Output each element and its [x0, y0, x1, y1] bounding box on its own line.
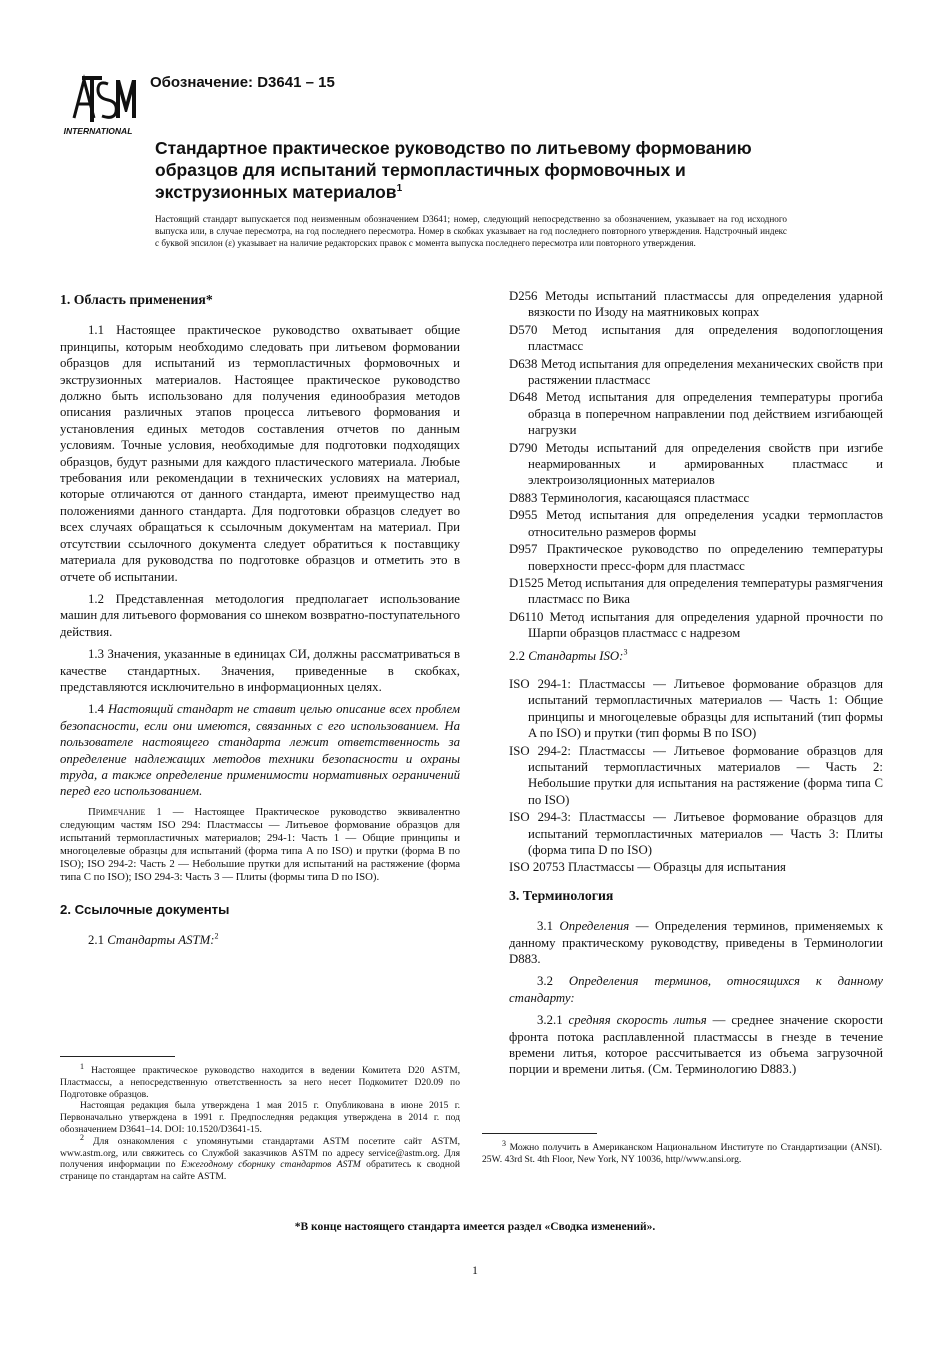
right-footnotes [482, 1133, 882, 1166]
astm-reference-item: D648 Метод испытания для определения температуры прогиба образца в поперечном направлении под действием изгибающей нагрузки [509, 390, 883, 438]
note-1-text: — Настоящее Практическое руководство эквивалентно следующим частям ISO 294: Пластмассы — Литьевое формование образцов для испытаний термопластичных материалов; 294-1: Часть 1 — Общие принципы и многоцелевые образцы для испытаний (форма типа A по ISO) и прутки (форма B по ISO); ISO 294-2: Часть 2 — Небольшие прутки для испытаний на растяжение (форма типа C по ISO); ISO 294-3: Часть 3 — Плиты (формы типа D по ISO). [60, 805, 460, 883]
footnote-1 [60, 1061, 460, 1100]
note-1 [60, 806, 460, 884]
paragraph-3-1-text: — Определения терминов, применяемых к данному практическому руководству, приведены в Терминологии D883. [509, 919, 883, 967]
paragraph-3-1-number: 3.1 [537, 919, 553, 934]
astm-reference-item: D638 Метод испытания для определения механических свойств при растяжении пластмасс [509, 356, 883, 388]
paragraph-3-2 [509, 973, 883, 1006]
right-column [509, 288, 883, 1084]
astm-reference-item: D570 Метод испытания для определения водопоглощения пластмасс [509, 322, 883, 354]
astm-logo [60, 72, 138, 142]
footnote-rule [482, 1133, 597, 1134]
astm-reference-item: D957 Практическое руководство по определению температуры поверхности пресс-форм для пластмасс [509, 542, 883, 573]
footnote-3-text: Можно получить в Американском Национальном Институте по Стандартизации (ANSI). 25W. 43rd St. 4th Floor, New York, NY 10036, http//www.ansi.org. [482, 1142, 882, 1165]
astm-reference-item: D790 Методы испытаний для определения свойств при изгибе неармированных и армированных пластмасс и электроизоляционных материалов [509, 440, 883, 488]
footnote-2-text-italic: Ежегодному сборнику стандартов ASTM [180, 1159, 361, 1171]
footnote-rule [60, 1056, 175, 1057]
footnote-ref-2: 2 [214, 931, 219, 941]
page-number: 1 [472, 1265, 478, 1277]
section-3-heading: 3. Терминология [509, 887, 614, 903]
paragraph-3-2-1-term: средняя скорость литья [568, 1013, 707, 1028]
paragraph-3-1-term: Определения [559, 919, 630, 934]
paragraph-2-2-text: Стандарты ISO: [528, 648, 624, 663]
footnote-1-text: Настоящее практическое руководство находится в ведении Комитета D20 ASTM, Пластмассы, а непосредственную ответственность за него несет Подкомитет D20.09 по Подготовке образцов. [60, 1065, 460, 1100]
astm-reference-item: D6110 Метод испытания для определения ударной прочности по Шарпи образцов пластмасс с надрезом [509, 609, 883, 641]
iso-reference-item: ISO 294-1: Пластмассы — Литьевое формование образцов для испытаний термопластичных материалов — Часть 1: Общие принципы и многоцелевые образцы для испытаний (тип формы A по ISO) и прутки (тип формы B по ISO) [509, 676, 883, 741]
paragraph-3-1 [509, 918, 883, 967]
paragraph-3-2-text: Определения терминов, относящихся к данному стандарту: [509, 974, 883, 1005]
paragraph-1-3: 1.3 Значения, указанные в единицах СИ, должны рассматриваться в качестве стандартных. Значения, приведенные в скобках, представляются исключительно в информационных целях. [60, 647, 460, 694]
paragraph-2-2-number: 2.2 [509, 648, 525, 663]
astm-reference-item: D1525 Метод испытания для определения температуры размягчения пластмасс по Вика [509, 575, 883, 607]
footnote-2-text-a: Для ознакомления с упомянутыми стандартами ASTM посетите сайт ASTM, www.astm.org, или свяжитесь со Службой заказчиков ASTM по адресу service@astm.org. Для получения информации по [60, 1135, 460, 1171]
paragraph-1-2: 1.2 Представленная методология предполагает использование машин для литьевого формования со шнеком возвратно-поступательного действия. [60, 591, 460, 639]
iso-reference-item: ISO 294-3: Пластмассы — Литьевое формование образцов для испытаний термопластичных материалов — Часть 3: Плиты (форма типа D по ISO) [509, 810, 883, 857]
preamble: Настоящий стандарт выпускается под неизменным обозначением D3641; номер, следующий непосредственно за обозначением, указывает на год исходного выпуска или, в случае пересмотра, на год последнего пересмотра. Номер в скобках указывает на год последнего повторного утверждения. Надстрочный индекс с буквой эпсилон (ε) указывает на наличие редакторских правок с момента выпуска последнего пересмотра или повторного утверждения. [155, 214, 787, 248]
astm-reference-item: D955 Метод испытания для определения усадки термопластов относительно размеров формы [509, 508, 883, 539]
footnote-1-edition: Настоящая редакция была утверждена 1 мая 2015 г. Опубликована в июне 2015 г. Первоначально утверждена в 1991 г. Предпоследняя редакция утверждена в 2014 г. под обозначением D3641–14. DOI: 10.1520/D3641-15. [60, 1100, 460, 1135]
footnote-2 [60, 1132, 460, 1183]
paragraph-2-2 [509, 648, 883, 664]
footnote-2-number: 2 [80, 1132, 84, 1142]
footnote-ref-3: 3 [623, 647, 628, 657]
left-column [60, 288, 460, 955]
note-1-label: Примечание 1 [88, 805, 162, 818]
logo-label: INTERNATIONAL [63, 126, 133, 136]
paragraph-1-4-number: 1.4 [88, 702, 104, 717]
astm-reference-item: D883 Терминология, касающаяся пластмасс [509, 490, 750, 505]
paragraph-2-1-number: 2.1 [88, 933, 104, 948]
summary-of-changes-note: *В конце настоящего стандарта имеется раздел «Сводка изменений». [294, 1221, 656, 1233]
footnote-1-number: 1 [80, 1061, 84, 1071]
footnote-3 [482, 1138, 882, 1166]
iso-reference-list [509, 676, 883, 876]
footnote-2-text-b: обратитесь к сводной странице по стандартам на сайте ASTM. [60, 1159, 460, 1183]
paragraph-1-4-text: Настоящий стандарт не ставит целью описание всех проблем безопасности, если они имеются, связанных с его использованием. На пользователе настоящего стандарта лежит ответственность за определение надлежащих методов техники безопасности и охраны труда, а также определение применимости нормативных ограничений перед его использованием. [60, 702, 460, 799]
title-footnote-ref: 1 [396, 183, 403, 195]
iso-reference-item: ISO 294-2: Пластмассы — Литьевое формование образцов для испытаний термопластичных материалов — Часть 2: Небольшие прутки для испытания на растяжение (форма типа C по ISO) [509, 743, 883, 807]
document-title [155, 137, 755, 203]
astm-reference-list [509, 288, 883, 642]
left-footnotes [60, 1056, 460, 1183]
section-1-heading: 1. Область применения* [60, 292, 213, 307]
paragraph-2-1-text: Стандарты ASTM: [107, 933, 215, 948]
title-text: Стандартное практическое руководство по литьевому формованию образцов для испытаний термопластичных формовочных и экструзионных материалов [155, 138, 752, 202]
paragraph-1-4 [60, 701, 460, 799]
designation: Обозначение: D3641 – 15 [150, 74, 335, 91]
paragraph-3-2-number: 3.2 [537, 974, 553, 989]
paragraph-3-2-1-text: — среднее значение скорости фронта потока расплавленной пластмассы в гнезде в течение времени литья, которое рассчитывается из объема загрузочной порции и времени литья. (См. Терминологию D883.) [509, 1013, 884, 1077]
paragraph-3-2-1-number: 3.2.1 [537, 1013, 563, 1028]
paragraph-1-1: 1.1 Настоящее практическое руководство охватывает общие принципы, которым необходимо следовать при литьевом формовании образцов для испытаний из термопластичных формовочных и экструзионных материалов. Настоящее практическое руководство должно быть использовано для получения единообразия методов описания различных этапов процесса литьевого формования и установления единых методов составления отчетов по данным условиям. Точные условия, необходимые для подготовки подходящих образцов, будут разными для каждого пластического материала. Любые требования или рекомендации в технических условиях на материал, которые отличаются от данного стандарта, имеют преимущество над положениями данного стандарта. Для подготовки образцов следует во всех случаях обращаться к ссылочным документам на материал. При отсутствии ссылочного документа следует обратиться к поставщику материала для руководства по подготовке образцов и отметить это в отчете об испытании. [60, 323, 460, 584]
paragraph-2-1 [60, 932, 460, 948]
footnote-3-number: 3 [502, 1138, 506, 1148]
iso-reference-item: ISO 20753 Пластмассы — Образцы для испытания [509, 860, 786, 875]
paragraph-3-2-1 [509, 1012, 883, 1078]
astm-reference-item: D256 Методы испытаний пластмассы для определения ударной вязкости по Изоду на маятниковых копрах [509, 289, 883, 320]
section-2-heading: 2. Ссылочные документы [60, 901, 230, 917]
